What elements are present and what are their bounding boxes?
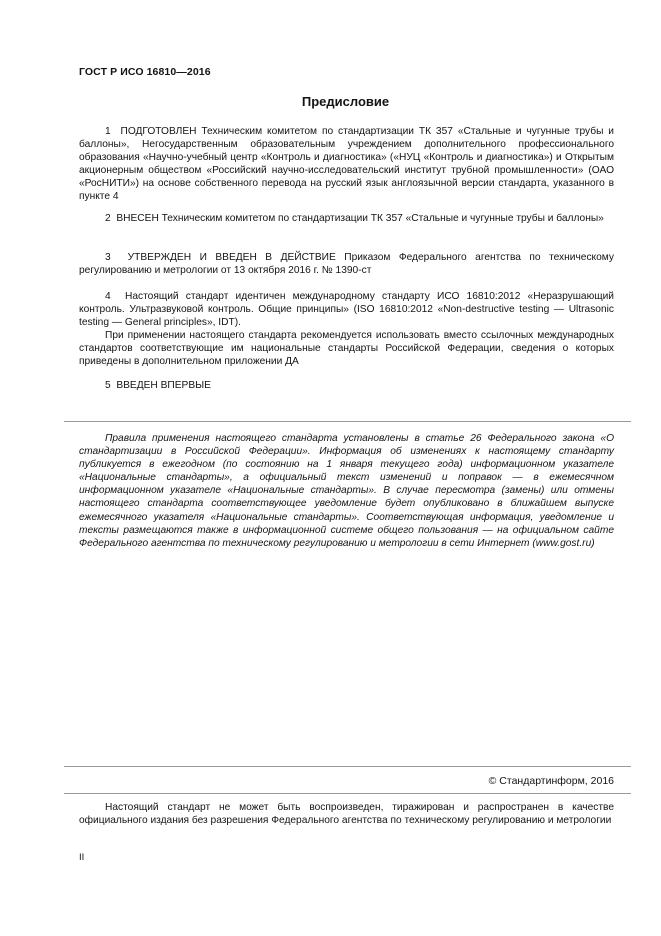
item-extra-text: При применении настоящего стандарта рекомендуется использовать вместо ссылочных международных стандартов соответствующие им национальные стандарты Российской Федерации, сведения о которых приведены в дополнительном приложении ДА <box>79 330 614 367</box>
item-main-text <box>79 290 614 329</box>
standard-code-header: ГОСТ Р ИСО 16810—2016 <box>79 66 211 78</box>
rules-note: Правила применения настоящего стандарта установлены в статье 26 Федерального закона «О стандартизации в Российской Федерации». Информация об изменениях к настоящему стандарту публикуется в ежегодном (по состоянию на 1 января текущего года) информационном указателе «Национальные стандарты», а официальный текст изменений и поправок — в ежемесячном информационном указателе «Национальные стандарты». В случае пересмотра (замены) или отмены настоящего стандарта соответствующее уведомление будет опубликовано в ближайшем выпуске ежемесячного указателя «Национальные стандарты». Соответствующая информация, уведомление и тексты размещаются также в информационной системе общего пользования — на официальном сайте Федерального агентства по техническому регулированию и метрологии в сети Интернет (www.gost.ru) <box>79 433 614 549</box>
item-text: Настоящий стандарт идентичен международному стандарту ИСО 16810:2012 «Неразрушающий контроль. Ультразвуковой контроль. Общие принципы» (ISO 16810:2012 «Non-destructive testing — Ultrasonic testing — General principles», IDT). <box>79 291 614 328</box>
item-text: ПОДГОТОВЛЕН Техническим комитетом по стандартизации ТК 357 «Стальные и чугунные трубы и баллоны», Негосударственным образовательным учреждением дополнительного профессионального образования «Научно-учебный центр «Контроль и диагностика» («НУЦ «Контроль и диагностика») и Открытым акционерным обществом «Российский научно-исследовательский институт трубной промышленности» (ОАО «РосНИТИ») на основе собственного перевода на русский язык англоязычной версии стандарта, указанного в пункте 4 <box>79 126 614 202</box>
item-text: ВВЕДЕН ВПЕРВЫЕ <box>116 380 211 391</box>
preface-item-1 <box>79 125 614 203</box>
item-number: 5 <box>105 380 111 391</box>
item-text: УТВЕРЖДЕН И ВВЕДЕН В ДЕЙСТВИЕ Приказом Федерального агентства по техническому регулированию и метрологии от 13 октября 2016 г. № 1390-ст <box>79 252 614 276</box>
note-divider <box>64 421 631 422</box>
preface-title-text: Предисловие <box>301 94 390 109</box>
preface-item-2 <box>79 212 614 225</box>
preface-item-4 <box>79 290 614 368</box>
item-number: 3 <box>105 252 111 263</box>
footer-divider <box>64 766 631 767</box>
reproduction-notice: Настоящий стандарт не может быть воспроизведен, тиражирован и распространен в качестве официального издания без разрешения Федерального агентства по техническому регулированию и метрологии <box>79 802 614 826</box>
item-number: 2 <box>105 213 111 224</box>
preface-title <box>0 94 661 109</box>
item-number: 1 <box>105 126 111 137</box>
preface-item-5 <box>79 379 614 392</box>
page-number: II <box>79 852 85 863</box>
item-number: 4 <box>105 291 111 302</box>
preface-item-3 <box>79 251 614 277</box>
item-text: ВНЕСЕН Техническим комитетом по стандартизации ТК 357 «Стальные и чугунные трубы и баллоны» <box>116 213 604 224</box>
copyright-line: © Стандартинформ, 2016 <box>488 775 614 787</box>
notice-divider <box>64 793 631 794</box>
